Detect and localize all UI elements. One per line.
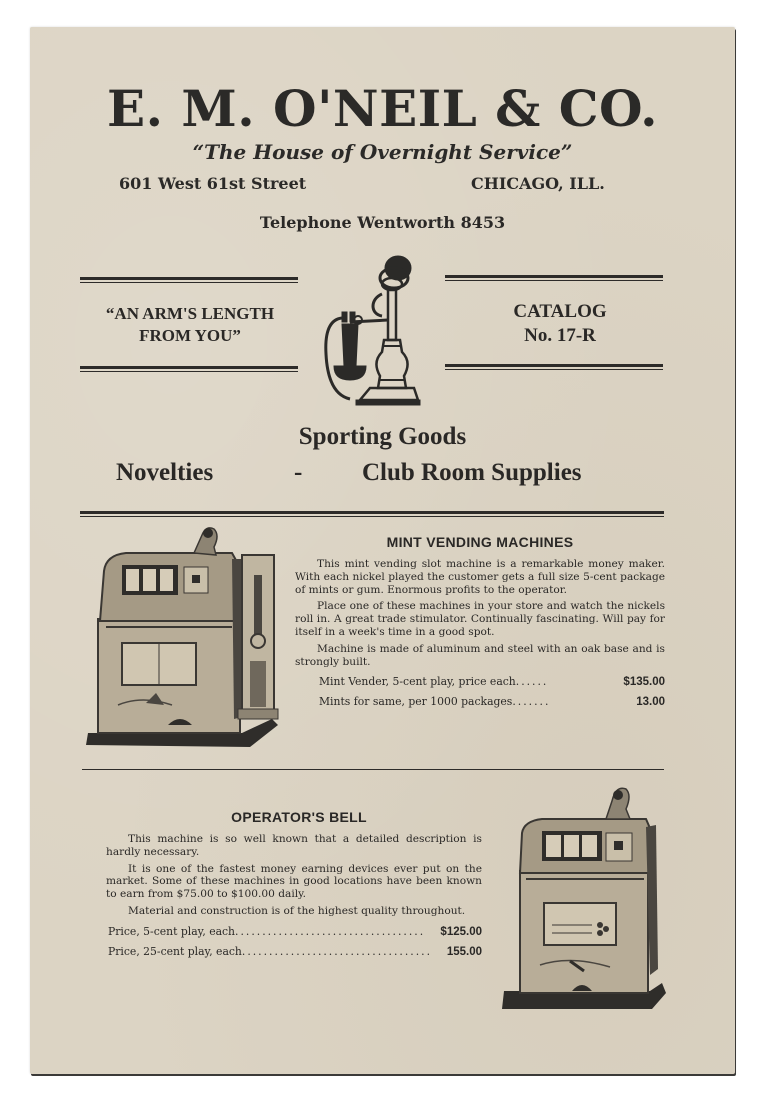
company-slogan: “The House of Overnight Service” <box>192 140 573 164</box>
price-row <box>108 942 482 962</box>
price-value: $135.00 <box>623 676 665 689</box>
operators-bell-machine-image <box>500 779 666 1015</box>
price-row <box>319 692 665 712</box>
telephone: Telephone Wentworth 8453 <box>259 213 506 232</box>
catalog-number <box>440 300 680 348</box>
category-sporting-goods: Sporting Goods <box>298 423 467 450</box>
price-value: 13.00 <box>636 696 665 709</box>
price-row <box>108 922 482 942</box>
category-club-room-supplies: Club Room Supplies <box>362 459 582 486</box>
motto <box>70 303 310 347</box>
motto-line-2: FROM YOU” <box>139 326 241 345</box>
operators-bell-title: OPERATOR'S BELL <box>231 809 367 825</box>
mint-vending-paragraph: Machine is made of aluminum and steel with an oak base and is strongly built. <box>295 642 665 668</box>
price-label: Price, 5-cent play, each <box>108 924 236 938</box>
category-novelties: Novelties <box>116 459 214 486</box>
operators-bell-section <box>106 809 482 962</box>
section-divider <box>82 769 664 770</box>
operators-bell-paragraph: It is one of the fastest money earning devices ever put on the market. Some of these machines in good locations have been known to earn from $75.00 to $100.00 daily. <box>106 862 482 901</box>
price-leader: ...... <box>515 675 549 689</box>
operators-bell-price-list <box>106 922 482 962</box>
mint-vending-title: MINT VENDING MACHINES <box>386 534 574 550</box>
price-leader: ................................... <box>241 944 433 958</box>
mint-vending-price-list <box>295 672 665 712</box>
section-double-rule <box>80 511 664 517</box>
operators-bell-paragraph: Material and construction is of the highest quality throughout. <box>128 904 466 917</box>
double-rule <box>80 277 298 283</box>
price-label: Mint Vender, 5-cent play, price each <box>319 675 516 689</box>
operators-bell-paragraph: This machine is so well known that a detailed description is hardly necessary. <box>106 833 482 858</box>
price-label: Price, 25-cent play, each <box>108 944 242 958</box>
street-address: 601 West 61st Street <box>119 174 307 193</box>
double-rule <box>80 366 298 372</box>
double-rule <box>445 275 663 281</box>
category-separator: - <box>294 459 303 486</box>
mint-vending-section <box>295 534 665 712</box>
price-row <box>319 672 665 692</box>
catalog-line-2: No. 17-R <box>524 325 596 346</box>
mint-vending-machine-image <box>82 519 286 755</box>
price-leader: ....... <box>512 695 551 709</box>
city: CHICAGO, ILL. <box>471 174 605 193</box>
price-label: Mints for same, per 1000 packages <box>319 695 513 709</box>
company-name: E. M. O'NEIL & CO. <box>106 79 659 138</box>
catalog-page <box>30 27 735 1074</box>
motto-line-1: “AN ARM'S LENGTH <box>105 304 275 323</box>
catalog-line-1: CATALOG <box>513 301 607 322</box>
mint-vending-paragraph: This mint vending slot machine is a remarkable money maker. With each nickel played the customer gets a full size 5-cent package of mints or gum. Enormous profits to the operator. <box>295 558 665 596</box>
candlestick-telephone-icon <box>320 254 430 409</box>
mint-vending-paragraph: Place one of these machines in your store and watch the nickels roll in. A great trade stimulator. Continually fascinating. Will pay for itself in a week's time in a good spot. <box>295 600 665 638</box>
price-value: $125.00 <box>440 925 482 938</box>
price-leader: ................................... <box>235 924 426 938</box>
price-value: 155.00 <box>446 945 482 958</box>
double-rule <box>445 364 663 370</box>
